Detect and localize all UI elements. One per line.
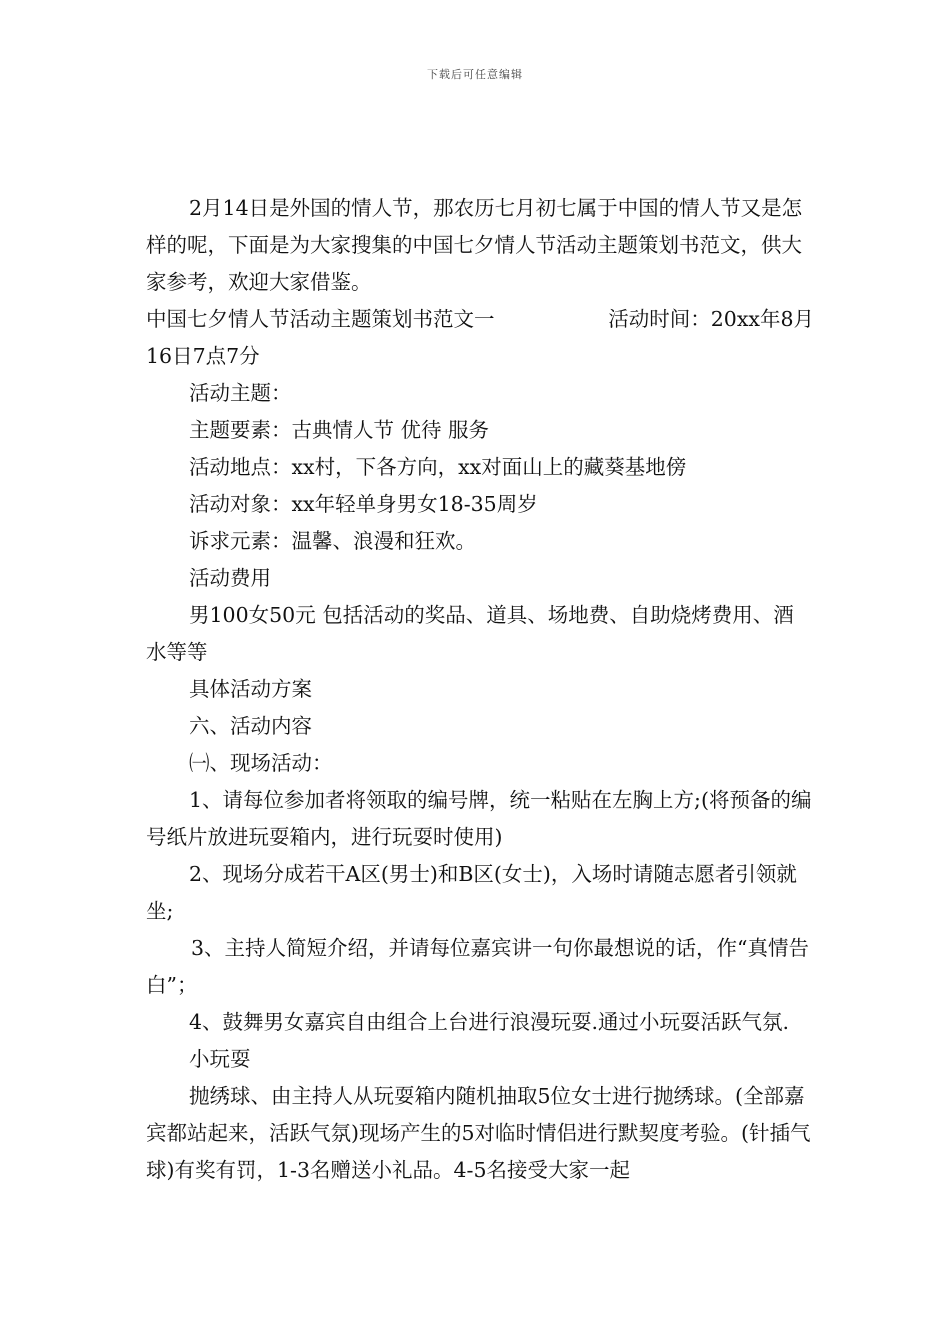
activity-audience: 活动对象：xx年轻单身男女18-35周岁	[189, 492, 538, 516]
activity-theme-label: 活动主题：	[189, 381, 292, 405]
list-item-4: 4、鼓舞男女嘉宾自由组合上台进行浪漫玩耍.通过小玩耍活跃气氛.	[189, 1010, 790, 1034]
appeal-elements: 诉求元素：温馨、浪漫和狂欢。	[189, 529, 476, 553]
section-one-heading: ㈠、现场活动：	[189, 751, 333, 775]
section-six-heading: 六、活动内容	[189, 714, 312, 738]
activity-time-label: 活动时间：20xx年8月	[608, 307, 814, 331]
list-item-3: 3、主持人简短介绍，并请每位嘉宾讲一句你最想说的话，作“真情告白”；	[146, 936, 810, 997]
list-item-1: 1、请每位参加者将领取的编号牌，统一粘贴在左胸上方;(将预备的编号纸片放进玩耍箱内，进行玩耍时使用)	[146, 788, 812, 849]
game-detail-paragraph: 抛绣球、由主持人从玩耍箱内随机抽取5位女士进行抛绣球。(全部嘉宾都站起来，活跃气氛)现场产生的5对临时情侣进行默契度考验。(针插气球)有奖有罚，1-3名赠送小礼品。4-5名接受大家一起	[146, 1084, 811, 1182]
activity-cost-detail: 男100女50元 包括活动的奖品、道具、场地费、自助烧烤费用、酒水等等	[146, 603, 794, 664]
list-item-2: 2、现场分成若干A区(男士)和B区(女士)，入场时请随志愿者引领就坐;	[146, 862, 797, 923]
activity-cost-label: 活动费用	[189, 566, 271, 590]
small-game-heading: 小玩耍	[189, 1047, 251, 1071]
document-title-line	[146, 301, 814, 338]
activity-location: 活动地点：xx村，下各方向，xx对面山上的藏葵基地傍	[189, 455, 687, 479]
document-body	[146, 190, 814, 1189]
page-header-note: 下载后可任意编辑	[427, 68, 523, 81]
activity-time-continued: 16日7点7分	[146, 344, 260, 368]
plan-label: 具体活动方案	[189, 677, 312, 701]
document-title: 中国七夕情人节活动主题策划书范文一	[146, 307, 495, 331]
intro-paragraph: 2月14日是外国的情人节，那农历七月初七属于中国的情人节又是怎样的呢，下面是为大家搜集的中国七夕情人节活动主题策划书范文，供大家参考，欢迎大家借鉴。	[146, 196, 803, 294]
theme-elements: 主题要素：古典情人节 优待 服务	[189, 418, 490, 442]
